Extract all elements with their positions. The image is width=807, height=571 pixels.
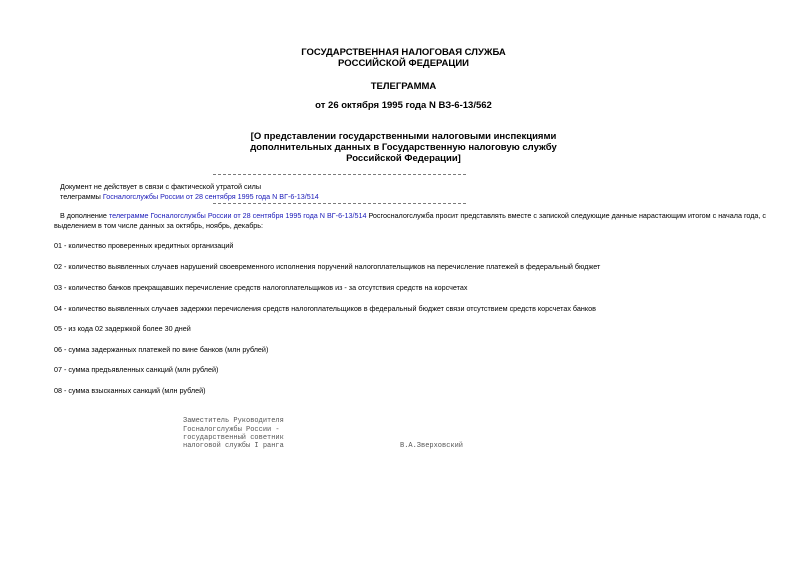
status-note-link[interactable]: Госналогслужбы России от 28 сентября 1995 года N ВГ-6-13/514 <box>102 192 319 201</box>
list-item: 01 - количество проверенных кредитных организаций <box>54 241 234 250</box>
signature-position-line1: Заместитель Руководителя <box>183 417 284 425</box>
list-item: 04 - количество выявленных случаев задержки перечисления средств налогоплательщиков в федеральный бюджет связи отсутствием средств корсчетах банков <box>54 304 596 313</box>
intro-suffix: Росгосналогслужба просит представлять вместе с запиской следующие данные нарастающим итогом с начала года, с <box>366 211 767 220</box>
document-date: от 26 октября 1995 года N ВЗ-6-13/562 <box>315 100 492 111</box>
document-type: ТЕЛЕГРАММА <box>370 81 437 92</box>
status-note-line1: Документ не действует в связи с фактической утратой силы <box>60 182 262 191</box>
list-item: 03 - количество банков прекращавших перечисление средств налогоплательщиков из - за отсутствия средств на корсчетах <box>54 283 468 292</box>
org-name-line2: РОССИЙСКОЙ ФЕДЕРАЦИИ <box>337 58 469 69</box>
signature-position-line4: налоговой службы I ранга <box>183 442 284 450</box>
intro-prefix: В дополнение <box>60 211 109 220</box>
signatory-name: В.А.Зверховский <box>400 442 464 450</box>
intro-paragraph-line2: выделением в том числе данных за октябрь, ноябрь, декабрь: <box>54 221 264 230</box>
document-title-line3: Российской Федерации] <box>346 153 461 164</box>
status-note-prefix: телеграммы <box>60 192 103 201</box>
org-name-line1: ГОСУДАРСТВЕННАЯ НАЛОГОВАЯ СЛУЖБА <box>301 47 506 58</box>
document-title-line1: [О представлении государственными налоговыми инспекциями <box>250 131 557 142</box>
separator-bottom <box>213 203 466 204</box>
list-item: 02 - количество выявленных случаев нарушений своевременного исполнения поручений налогоплательщиков на перечисление платежей в федеральный бюджет <box>54 262 601 271</box>
separator-top <box>213 174 466 175</box>
intro-paragraph-line1 <box>60 211 766 221</box>
list-item: 07 - сумма предъявленных санкций (млн рублей) <box>54 365 219 374</box>
list-item: 05 - из кода 02 задержкой более 30 дней <box>54 324 191 333</box>
signature-position-line3: государственный советник <box>183 434 284 442</box>
list-item: 08 - сумма взысканных санкций (млн рублей) <box>54 386 206 395</box>
status-note-line2 <box>60 192 319 202</box>
signature-position-line2: Госналогслужбы России - <box>183 426 280 434</box>
list-item: 06 - сумма задержанных платежей по вине банков (млн рублей) <box>54 345 269 354</box>
intro-link[interactable]: телеграмме Госналогслужбы России от 28 сентября 1995 года N ВГ-6-13/514 <box>108 211 367 220</box>
document-title-line2: дополнительных данных в Государственную налоговую службу <box>250 142 557 153</box>
